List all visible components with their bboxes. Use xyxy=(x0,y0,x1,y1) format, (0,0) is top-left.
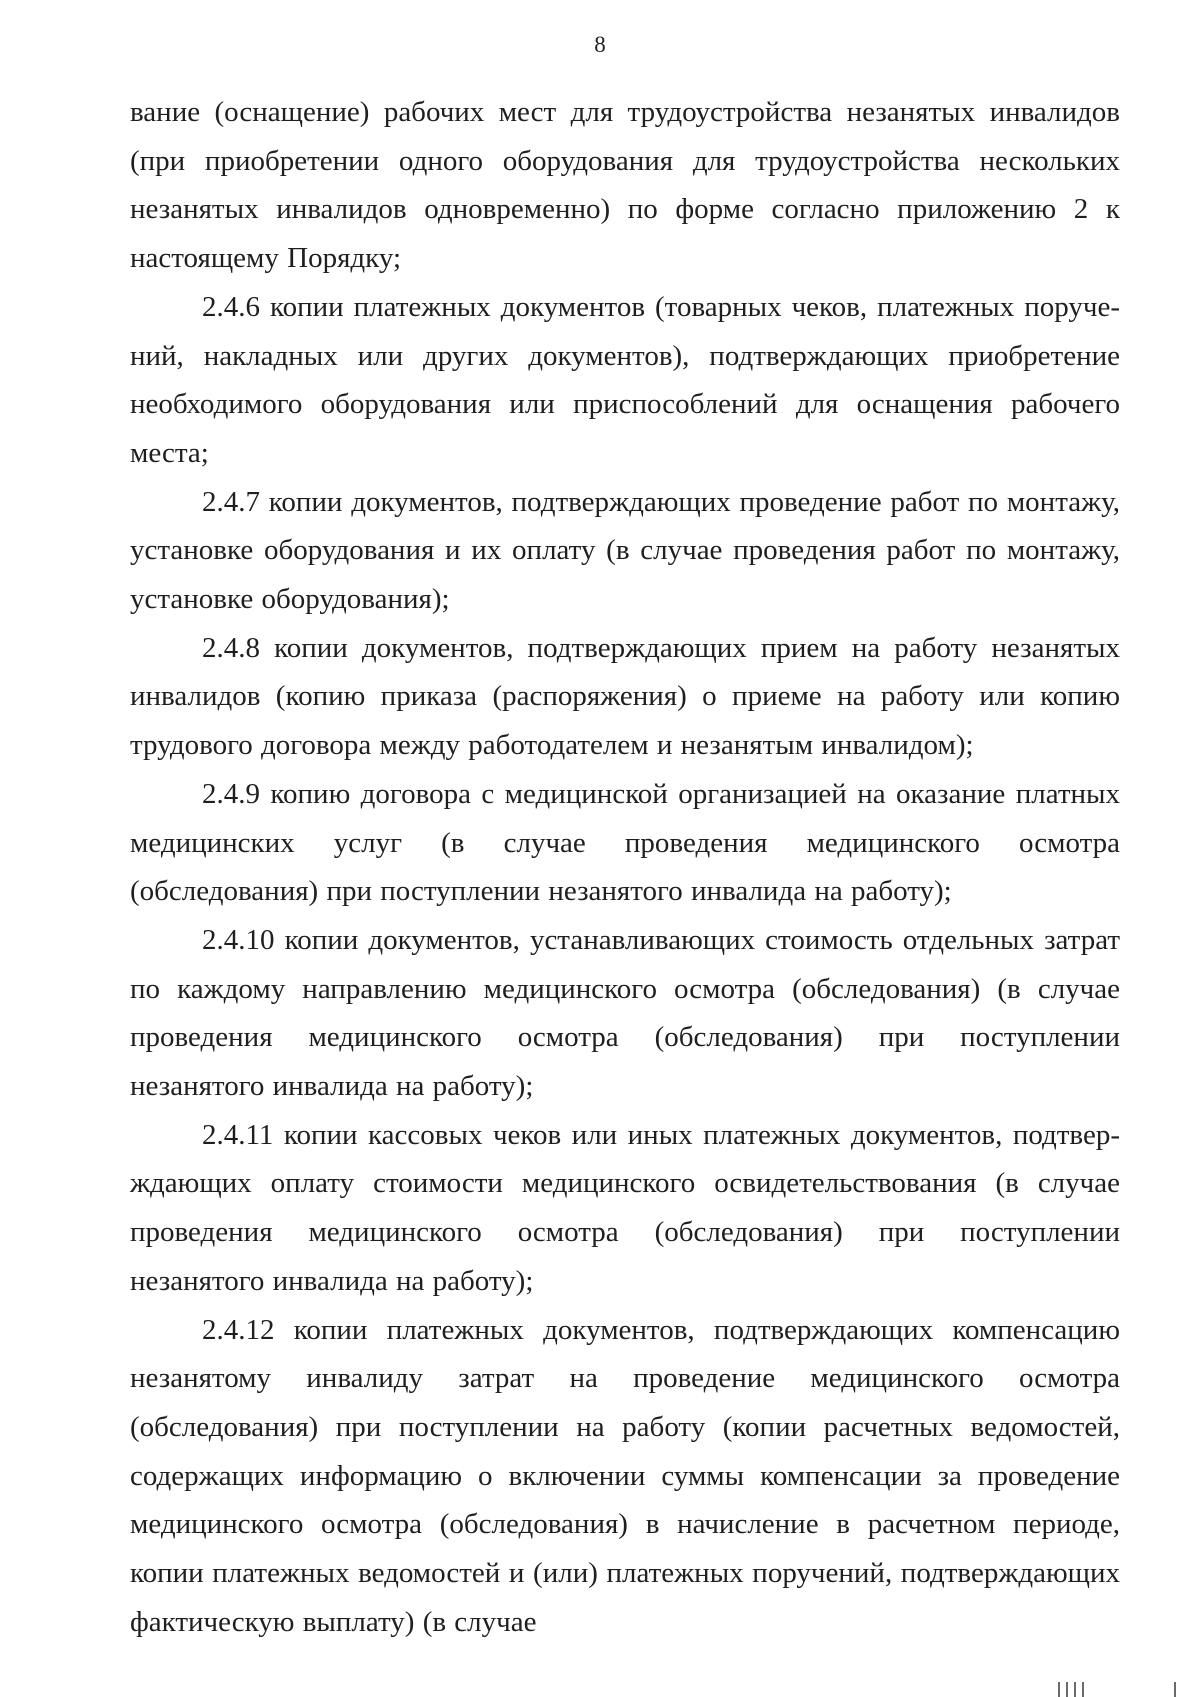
paragraph-item-2-4-7: 2.4.7 копии документов, подтверждающих проведение работ по монтажу, установке оборудования и их оплату (в случае проведения работ по монтажу, установке оборудования); xyxy=(130,485,1120,616)
paragraph-item-2-4-10: 2.4.10 копии документов, устанавливающих стоимость отдельных затрат по каждому направлению медицинского осмотра (обследования) (в случае проведения медицинского осмотра (обследования) при поступлении незанятого инвалида на работу); xyxy=(130,923,1120,1103)
scan-artifact-mark xyxy=(1174,1682,1176,1697)
scan-artifact-mark xyxy=(1074,1682,1076,1697)
paragraph-item-2-4-12: 2.4.12 копии платежных документов, подтверждающих компенсацию незанятому инвалиду затрат на проведение медицинского осмотра (обследования) при поступлении на работу (копии расчетных ведомостей, содержащих информацию о включении суммы компенсации за проведение медицинского осмотра (обследования) в начисление в расчетном периоде, копии платежных ведомостей и (или) платежных поручений, подтверждающих фактическую выплату) (в случае xyxy=(130,1313,1120,1638)
paragraph-item-2-4-8: 2.4.8 копии документов, подтверждающих прием на работу незанятых инвалидов (копию приказа (распоряжения) о приеме на работу или копию трудового договора между работодателем и незанятым инвалидом); xyxy=(130,631,1120,762)
paragraph-item-2-4-9: 2.4.9 копию договора с медицинской организацией на оказание платных медицинских услуг (в случае проведения медицинского осмотра (обследования) при поступлении незанятого инвалида на работу); xyxy=(130,777,1120,908)
page-number: 8 xyxy=(594,32,606,57)
document-body xyxy=(130,88,1120,1647)
paragraph-continuation: вание (оснащение) рабочих мест для трудоустройства незанятых инвалидов (при приобретении одного оборудования для трудоустройства нескольких незанятых инвалидов одновременно) по форме согласно приложению 2 к настоящему Порядку; xyxy=(130,96,1120,275)
scan-artifact-mark xyxy=(1082,1682,1084,1697)
scan-artifact-mark xyxy=(1058,1682,1060,1697)
paragraph-item-2-4-6: 2.4.6 копии платежных документов (товарных чеков, платежных поручений, накладных или других документов), подтверждающих приобретение необходимого оборудования или приспособлений для оснащения рабочего места; xyxy=(130,290,1120,469)
paragraph-item-2-4-11: 2.4.11 копии кассовых чеков или иных платежных документов, подтверждающих оплату стоимости медицинского освидетельствования (в случае проведения медицинского осмотра (обследования) при поступлении незанятого инвалида на работу); xyxy=(130,1118,1120,1297)
scan-artifact-mark xyxy=(1066,1682,1068,1697)
